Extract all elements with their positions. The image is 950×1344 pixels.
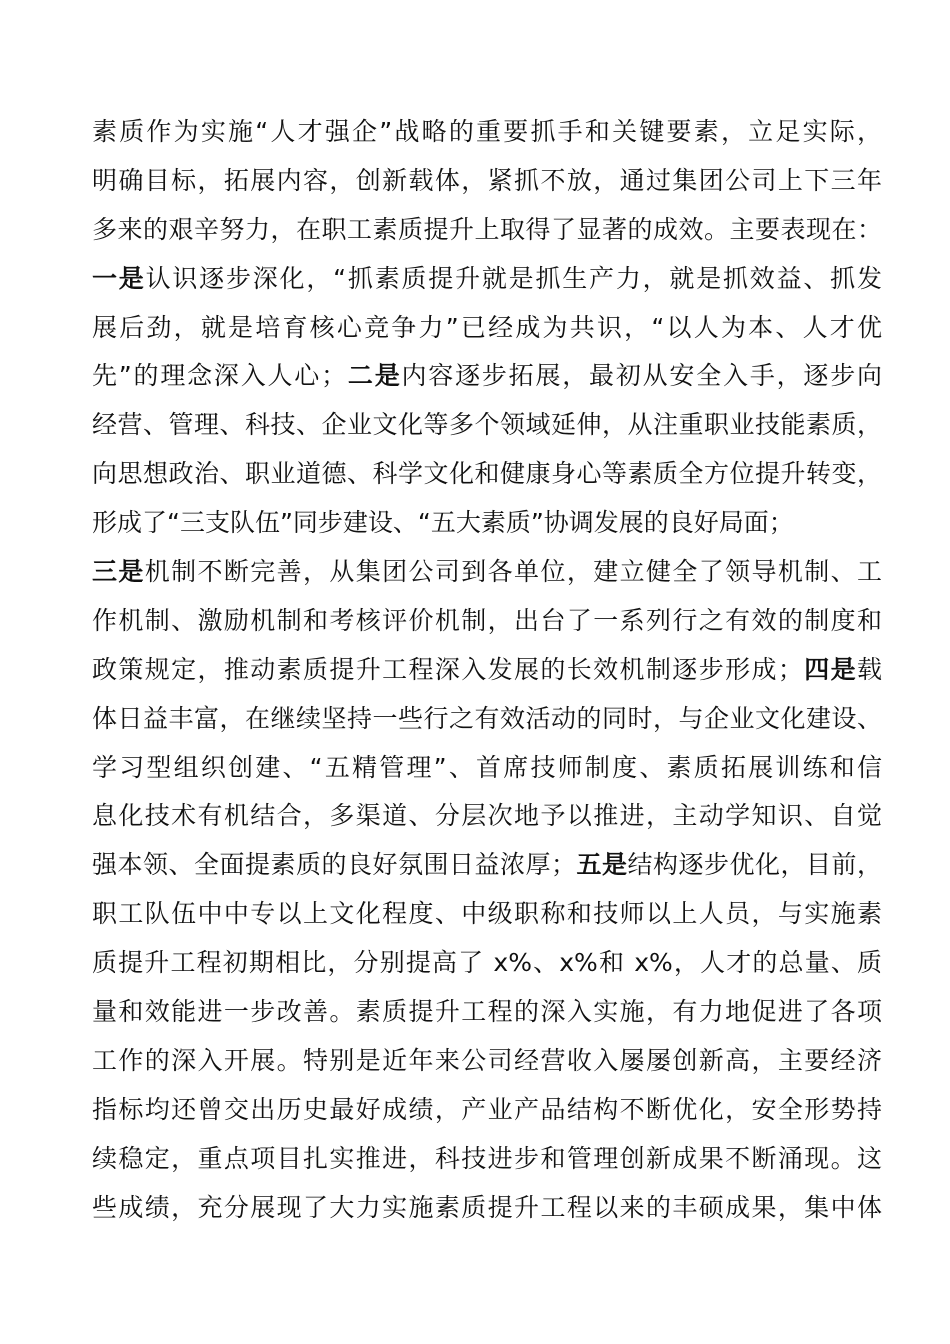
- text-line: [92, 352, 882, 401]
- text-run: 内容逐步拓展，最初从安全入手，逐步向: [401, 361, 882, 391]
- text-run: 展后劲，就是培育核心竞争力”已经成为共识，“以人为本、人才优: [92, 312, 882, 342]
- text-run: 先”的理念深入人心；: [92, 361, 347, 391]
- text-line: [92, 1037, 882, 1086]
- text-line: [92, 206, 882, 255]
- text-line: [92, 548, 882, 597]
- text-run: 职工队伍中中专以上文化程度、中级职称和技师以上人员，与实施素: [92, 899, 882, 929]
- text-line: [92, 499, 882, 548]
- text-line: [92, 157, 882, 206]
- text-line: [92, 597, 882, 646]
- text-line: [92, 450, 882, 499]
- text-run: 素质作为实施“人才强企”战略的重要抓手和关键要素，立足实际，: [92, 117, 882, 146]
- text-line: [92, 695, 882, 744]
- text-run: 多来的艰辛努力，在职工素质提升上取得了显著的成效。主要表现在：: [92, 214, 882, 244]
- text-line: [92, 255, 882, 304]
- text-line: [92, 744, 882, 793]
- text-run: 体日益丰富，在继续坚持一些行之有效活动的同时，与企业文化建设、: [92, 703, 882, 733]
- text-run: 政策规定，推动素质提升工程深入发展的长效机制逐步形成；: [92, 654, 803, 684]
- text-run: 经营、管理、科技、企业文化等多个领域延伸，从注重职业技能素质，: [92, 410, 882, 440]
- text-run: 形成了“三支队伍”同步建设、“五大素质”协调发展的良好局面；: [92, 508, 794, 538]
- text-run: 结构逐步优化，目前，: [627, 850, 882, 880]
- text-run: 机制不断完善，从集团公司到各单位，建立健全了领导机制、工: [144, 557, 882, 587]
- text-run: 载: [856, 654, 882, 684]
- text-line: [92, 1086, 882, 1135]
- text-run: 质提升工程初期相比，分别提高了 x%、x%和 x%，人才的总量、质: [92, 948, 882, 978]
- text-run: 认识逐步深化，“抓素质提升就是抓生产力，就是抓效益、抓发: [145, 263, 882, 293]
- bold-ordinal-label: 五是: [575, 850, 628, 880]
- text-run: 作机制、激励机制和考核评价机制，出台了一系列行之有效的制度和: [92, 605, 882, 635]
- text-run: 学习型组织创建、“五精管理”、首席技师制度、素质拓展训练和信: [92, 752, 882, 782]
- text-line: [92, 988, 882, 1037]
- text-line: [92, 646, 882, 695]
- bold-ordinal-label: 二是: [346, 361, 402, 391]
- text-run: 工作的深入开展。特别是近年来公司经营收入屡屡创新高，主要经济: [92, 1045, 882, 1075]
- text-run: 强本领、全面提素质的良好氛围日益浓厚；: [92, 850, 576, 880]
- text-run: 指标均还曾交出历史最好成绩，产业产品结构不断优化，安全形势持: [92, 1094, 882, 1124]
- text-line: [92, 1135, 882, 1184]
- text-line: [92, 401, 882, 450]
- text-run: 些成绩，充分展现了大力实施素质提升工程以来的丰硕成果，集中体: [92, 1192, 882, 1222]
- text-run: 向思想政治、职业道德、科学文化和健康身心等素质全方位提升转变，: [92, 459, 882, 489]
- text-line: [92, 304, 882, 353]
- text-line: [92, 108, 882, 157]
- text-line: [92, 792, 882, 841]
- bold-ordinal-label: 四是: [802, 654, 857, 684]
- text-line: [92, 1184, 882, 1233]
- body-paragraph: [92, 108, 882, 1232]
- bold-ordinal-label: 三是: [92, 557, 145, 587]
- text-run: 量和效能进一步改善。素质提升工程的深入实施，有力地促进了各项: [92, 997, 882, 1027]
- bold-ordinal-label: 一是: [92, 263, 146, 293]
- text-run: 息化技术有机结合，多渠道、分层次地予以推进，主动学知识、自觉: [92, 801, 882, 831]
- text-line: [92, 841, 882, 890]
- text-run: 续稳定，重点项目扎实推进，科技进步和管理创新成果不断涌现。这: [92, 1143, 882, 1173]
- text-run: 明确目标，拓展内容，创新载体，紧抓不放，通过集团公司上下三年: [92, 165, 882, 195]
- text-line: [92, 939, 882, 988]
- text-line: [92, 890, 882, 939]
